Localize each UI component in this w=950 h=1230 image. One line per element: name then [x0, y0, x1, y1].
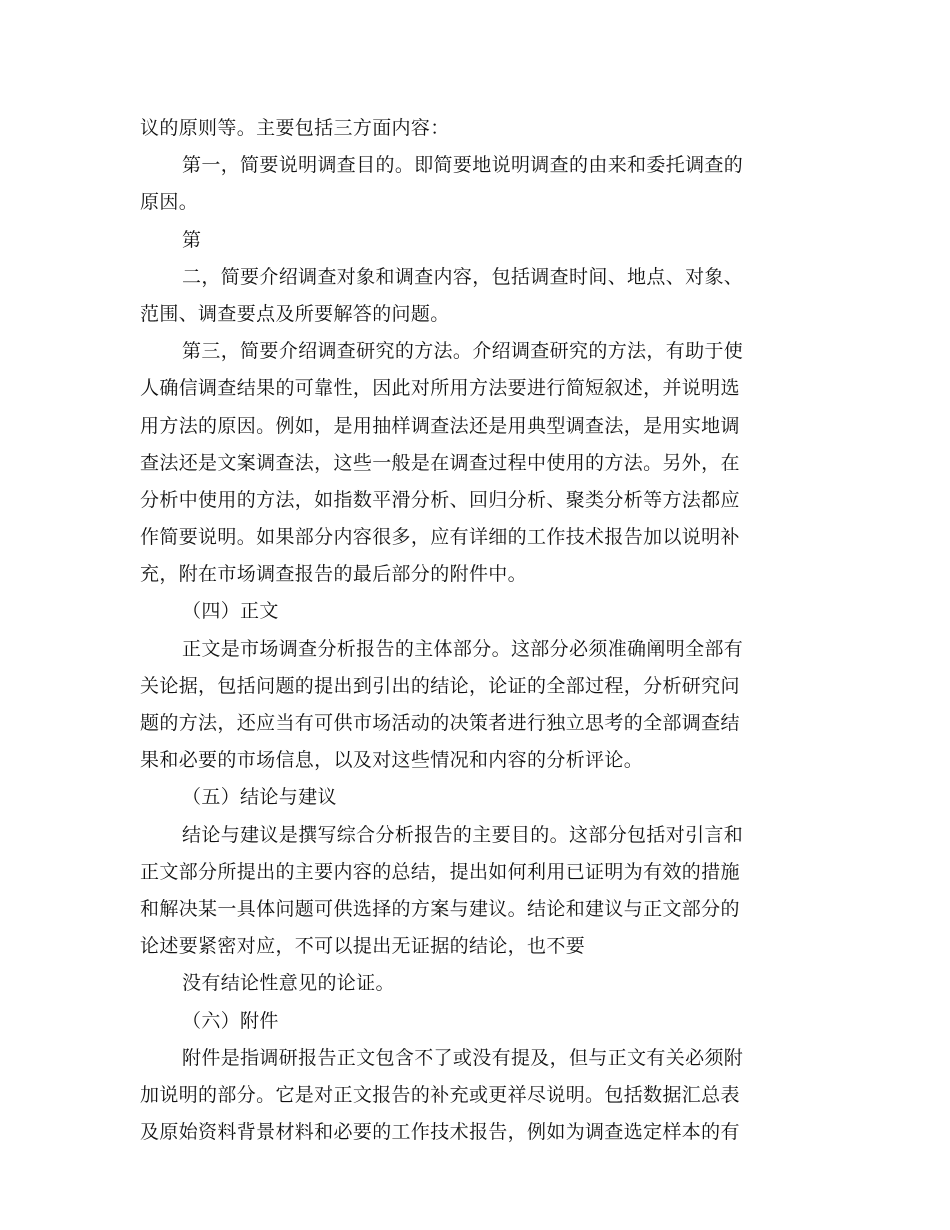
section-heading: （六）附件	[182, 1009, 279, 1032]
text-line: 加说明的部分。它是对正文报告的补充或更祥尽说明。包括数据汇总表	[140, 1083, 740, 1106]
text-line: 和解决某一具体问题可供选择的方案与建议。结论和建议与正文部分的	[140, 897, 740, 920]
section-heading: （四）正文	[182, 600, 279, 623]
text-line: 正文是市场调查分析报告的主体部分。这部分必须准确阐明全部有	[182, 637, 744, 660]
text-line: 充，附在市场调查报告的最后部分的附件中。	[140, 563, 528, 586]
text-line: 原因。	[140, 191, 199, 214]
text-line: 题的方法，还应当有可供市场活动的决策者进行独立思考的全部调查结	[140, 712, 740, 734]
section-heading: （五）结论与建议	[182, 786, 337, 809]
text-line: 范围、调查要点及所要解答的问题。	[140, 302, 450, 325]
text-line: 人确信调查结果的可靠性，因此对所用方法要进行简短叙述，并说明选	[140, 377, 740, 400]
text-line: 及原始资料背景材料和必要的工作技术报告，例如为调查选定样本的有	[140, 1121, 740, 1144]
text-line: 用方法的原因。例如，是用抽样调查法还是用典型调查法，是用实地调	[140, 414, 740, 437]
text-line: 果和必要的市场信息，以及对这些情况和内容的分析评论。	[140, 749, 644, 772]
text-line: 关论据，包括问题的提出到引出的结论，论证的全部过程，分析研究问	[140, 674, 740, 697]
text-line: 第	[182, 228, 202, 251]
text-line: 论述要紧密对应，不可以提出无证据的结论，也不要	[140, 935, 586, 958]
text-line: 议的原则等。主要包括三方面内容：	[140, 117, 450, 139]
text-line: 正文部分所提出的主要内容的总结，提出如何利用已证明为有效的措施	[140, 860, 740, 883]
text-line: 作简要说明。如果部分内容很多，应有详细的工作技术报告加以说明补	[140, 526, 740, 549]
text-line: 二，简要介绍调查对象和调查内容，包括调查时间、地点、对象、	[182, 265, 744, 288]
text-line: 附件是指调研报告正文包含不了或没有提及，但与正文有关必须附	[182, 1046, 744, 1069]
text-line: 没有结论性意见的论证。	[182, 972, 395, 995]
text-line: 结论与建议是撰写综合分析报告的主要目的。这部分包括对引言和	[182, 823, 744, 846]
text-line: 分析中使用的方法，如指数平滑分析、回归分析、聚类分析等方法都应	[140, 488, 740, 511]
text-line: 第三，简要介绍调查研究的方法。介绍调查研究的方法，有助于使	[182, 340, 744, 363]
text-line: 查法还是文案调查法，这些一般是在调查过程中使用的方法。另外，在	[140, 451, 740, 474]
text-line: 第一，简要说明调查目的。即简要地说明调查的由来和委托调查的	[182, 154, 744, 177]
